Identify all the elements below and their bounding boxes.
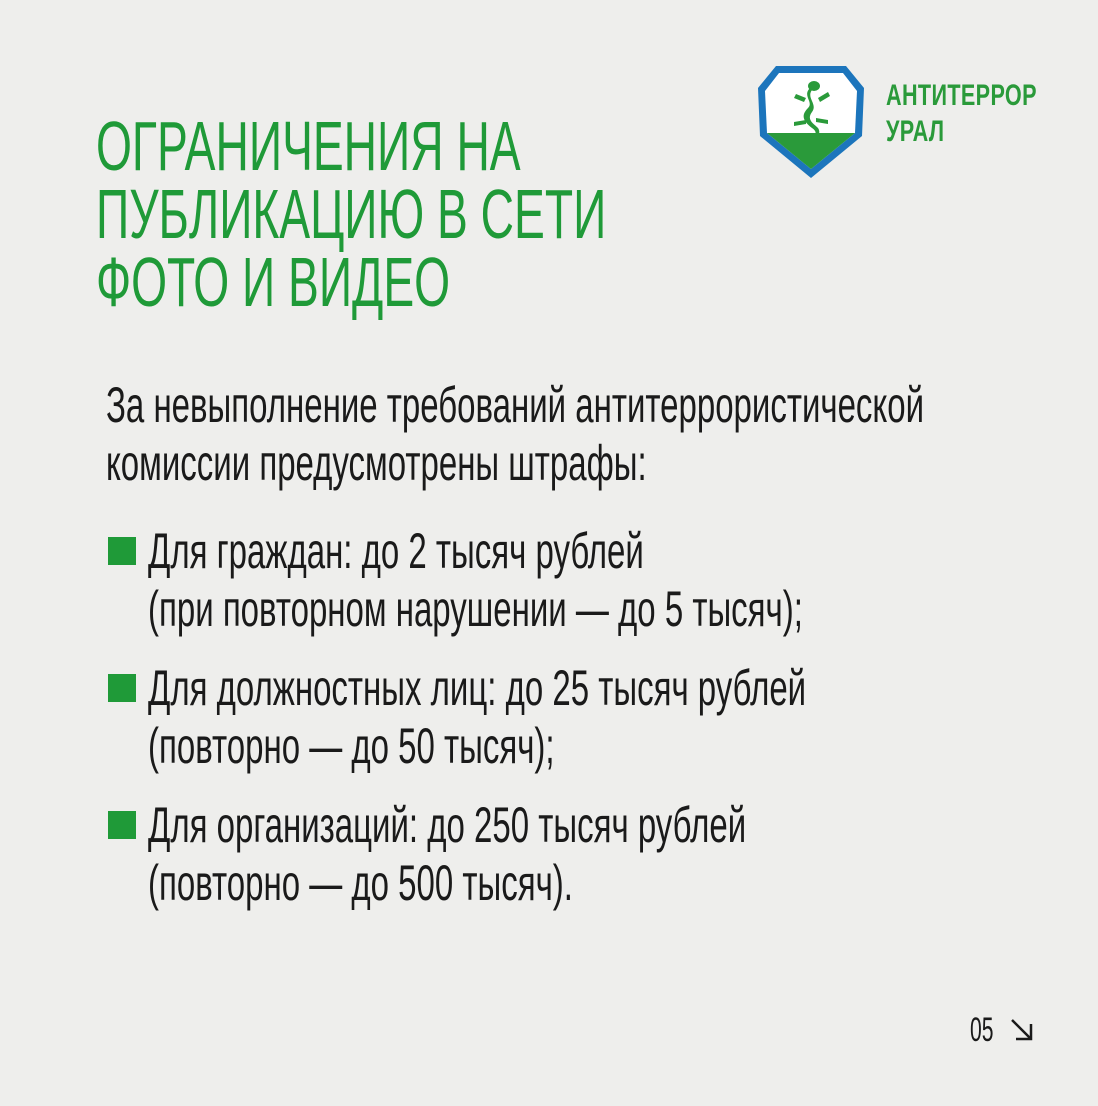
bullet-square-icon [108,537,136,565]
list-item-line: (повторно — до 50 тысяч); [148,718,555,774]
shield-lizard-icon [756,64,866,180]
list-item-officials [148,659,806,775]
page-title [96,107,607,321]
intro-line2: комиссии предусмотрены штрафы: [106,435,647,491]
title-line2: ПУБЛИКАЦИЮ В СЕТИ [96,175,607,253]
list-item-line: (при повторном нарушении — до 5 тысяч); [148,581,803,637]
intro-line1: За невыполнение требований антитеррористической [106,377,925,433]
list-item-line: (повторно — до 500 тысяч). [148,855,573,911]
list-item-line: Для граждан: до 2 тысяч рублей [148,523,644,579]
bullet-square-icon [108,811,136,839]
title-line3: ФОТО И ВИДЕО [96,243,451,321]
brand-logo [756,64,1046,184]
intro-text [106,376,924,492]
list-item-citizens [148,522,803,638]
list-item-organizations [148,796,746,912]
arrow-down-right-icon [1008,1016,1036,1044]
bullet-square-icon [108,674,136,702]
title-line1: ОГРАНИЧЕНИЯ НА [96,107,521,185]
brand-line2: УРАЛ [886,115,945,148]
brand-name [886,78,1037,150]
page-number: 05 [970,1011,994,1049]
page-indicator [970,1012,1036,1048]
brand-line1: АНТИТЕРРОР [886,79,1037,112]
list-item-line: Для организаций: до 250 тысяч рублей [148,797,747,853]
list-item-line: Для должностных лиц: до 25 тысяч рублей [148,660,807,716]
